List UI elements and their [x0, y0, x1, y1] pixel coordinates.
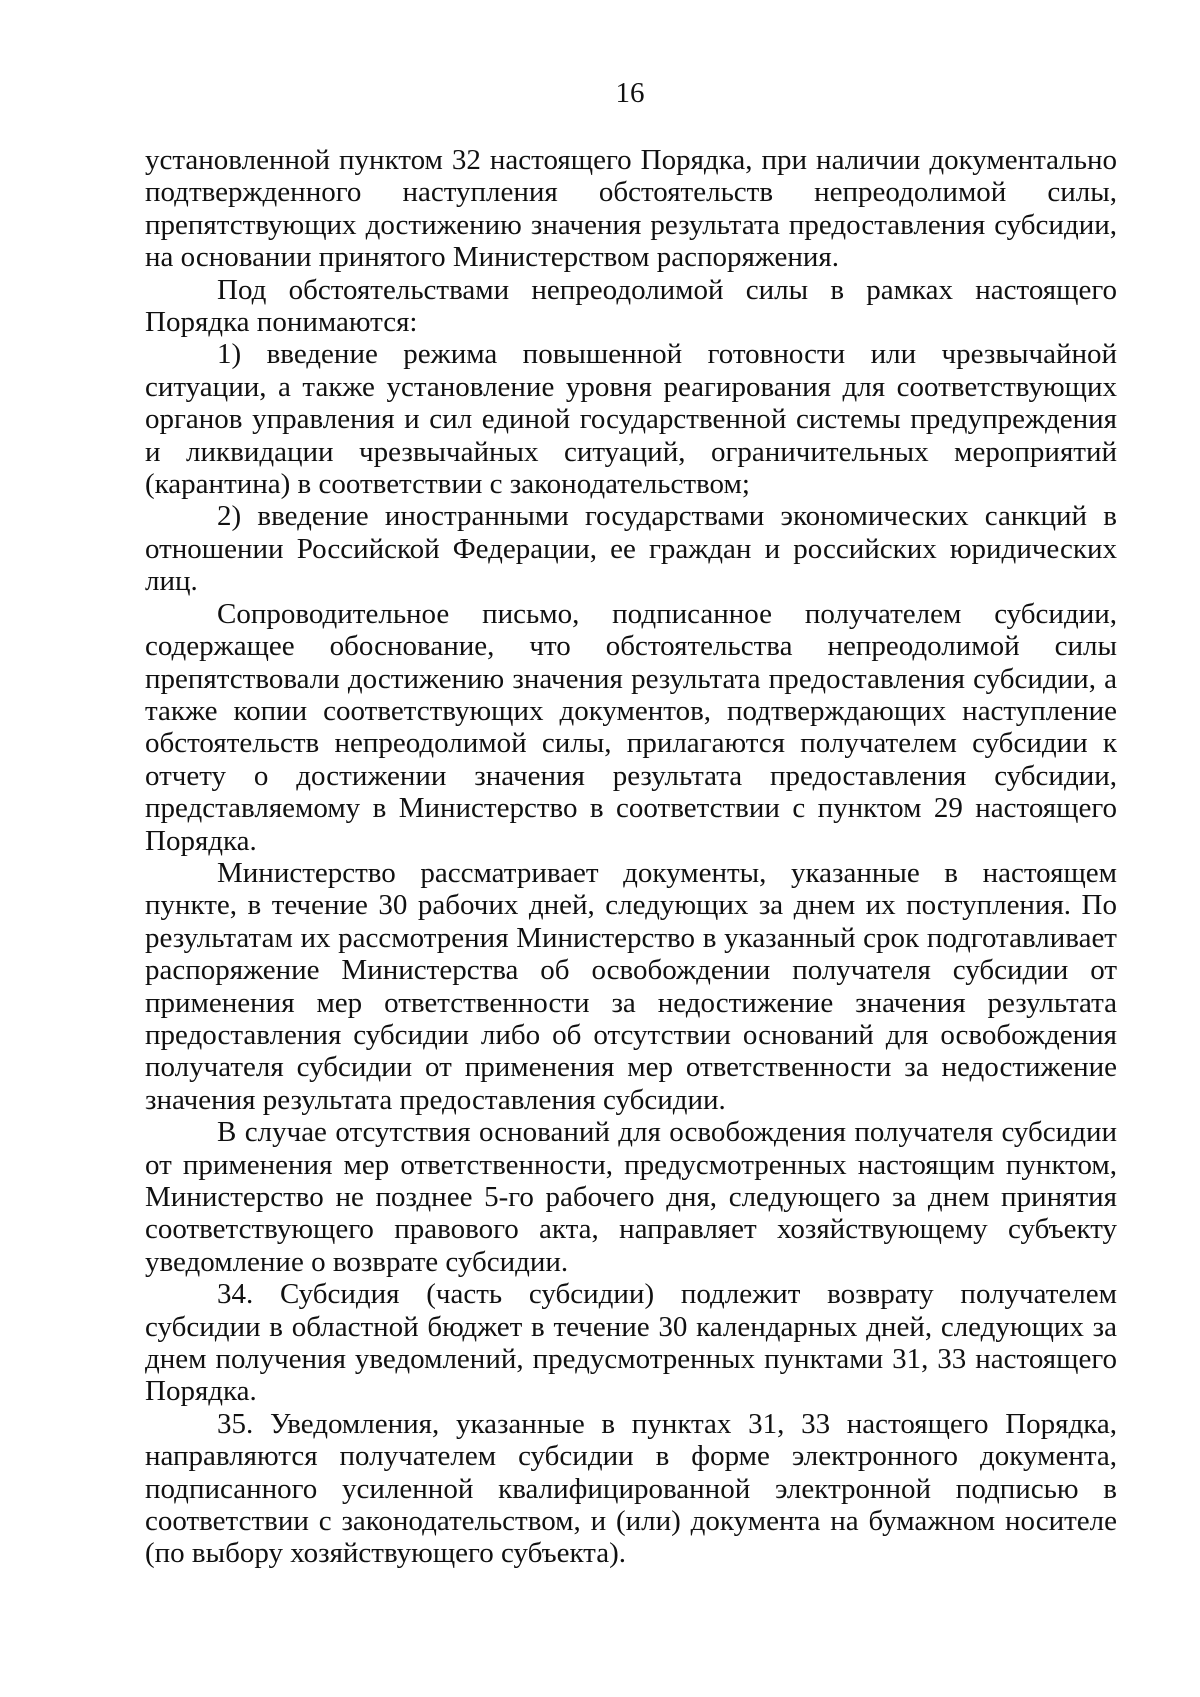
paragraph-ministry-review: Министерство рассматривает документы, указанные в настоящем пункте, в течение 30 рабочих дней, следующих за днем их поступления. По результатам их рассмотрения Министерство в указанный срок подготавливает распоряжение Министерства об освобождении получателя субсидии от применения мер ответственности за недостижение значения результата предоставления субсидии либо об отсутствии оснований для освобождения получателя субсидии от применения мер ответственности за недостижение значения результата предоставления субсидии. [145, 856, 1117, 1116]
paragraph-continuation: установленной пунктом 32 настоящего Порядка, при наличии документально подтвержденного наступления обстоятельств непреодолимой силы, препятствующих достижению значения результата предоставления субсидии, на основании принятого Министерством распоряжения. [145, 144, 1117, 274]
paragraph-cover-letter: Сопроводительное письмо, подписанное получателем субсидии, содержащее обоснование, что обстоятельства непреодолимой силы препятствовали достижению значения результата предоставления субсидии, а также копии соответствующих документов, подтверждающих наступление обстоятельств непреодолимой силы, прилагаются получателем субсидии к отчету о достижении значения результата предоставления субсидии, представляемому в Министерство в соответствии с пунктом 29 настоящего Порядка. [145, 597, 1117, 857]
page-number: 16 [615, 77, 645, 109]
paragraph-clause-35: 35. Уведомления, указанные в пунктах 31, 33 настоящего Порядка, направляются получателем субсидии в форме электронного документа, подписанного усиленной квалифицированной электронной подписью в соответствии с законодательством, и (или) документа на бумажном носителе (по выбору хозяйствующего субъекта). [145, 1407, 1117, 1570]
list-item-1: 1) введение режима повышенной готовности или чрезвычайной ситуации, а также установление уровня реагирования для соответствующих органов управления и сил единой государственной системы предупреждения и ликвидации чрезвычайных ситуаций, ограничительных мероприятий (карантина) в соответствии с законодательством; [145, 338, 1117, 501]
paragraph-clause-34: 34. Субсидия (часть субсидии) подлежит возврату получателем субсидии в областной бюджет в течение 30 календарных дней, следующих за днем получения уведомлений, предусмотренных пунктами 31, 33 настоящего Порядка. [145, 1278, 1117, 1408]
list-item-2: 2) введение иностранными государствами экономических санкций в отношении Российской Федерации, ее граждан и российских юридических лиц. [145, 500, 1117, 598]
paragraph-refund-notice: В случае отсутствия оснований для освобождения получателя субсидии от применения мер ответственности, предусмотренных настоящим пунктом, Министерство не позднее 5-го рабочего дня, следующего за днем принятия соответствующего правового акта, направляет хозяйствующему субъекту уведомление о возврате субсидии. [145, 1116, 1117, 1278]
paragraph-force-majeure-definition: Под обстоятельствами непреодолимой силы в рамках настоящего Порядка понимаются: [145, 273, 1117, 339]
document-body [145, 144, 1117, 1570]
